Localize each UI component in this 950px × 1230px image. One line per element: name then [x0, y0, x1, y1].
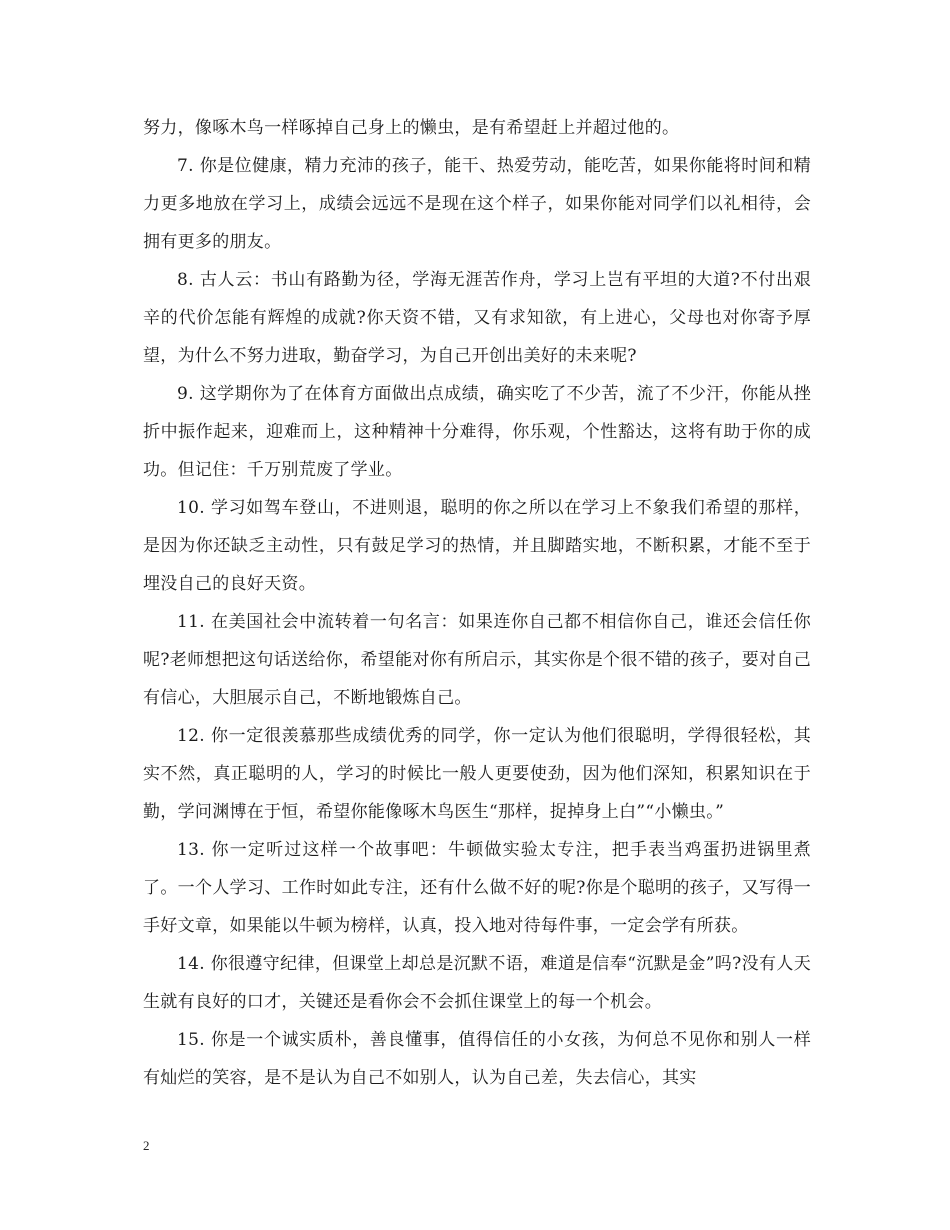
paragraph-item-11: 11. 在美国社会中流转着一句名言：如果连你自己都不相信你自己，谁还会信任你呢?老师想把这句话送给你，希望能对你有所启示，其实你是个很不错的孩子，要对自己有信心，大胆展示自己，不断地锻炼自己。 — [143, 612, 811, 708]
document-body — [143, 109, 811, 1097]
paragraph-item-9: 9. 这学期你为了在体育方面做出点成绩，确实吃了不少苦，流了不少汗，你能从挫折中振作起来，迎难而上，这种精神十分难得，你乐观，个性豁达，这将有助于你的成功。但记住：千万别荒废了学业。 — [143, 384, 811, 480]
paragraph-continuation: 努力，像啄木鸟一样啄掉自己身上的懒虫，是有希望赶上并超过他的。 — [143, 118, 680, 138]
paragraph-item-10: 10. 学习如驾车登山，不进则退，聪明的你之所以在学习上不象我们希望的那样，是因为你还缺乏主动性，只有鼓足学习的热情，并且脚踏实地，不断积累，才能不至于埋没自己的良好天资。 — [143, 498, 811, 594]
paragraph-item-8: 8. 古人云：书山有路勤为径，学海无涯苦作舟，学习上岂有平坦的大道?不付出艰辛的代价怎能有辉煌的成就?你天资不错，又有求知欲，有上进心，父母也对你寄予厚望，为什么不努力进取，勤奋学习，为自己开创出美好的未来呢? — [143, 270, 811, 366]
paragraph-item-14: 14. 你很遵守纪律，但课堂上却总是沉默不语，难道是信奉“沉默是金”吗?没有人天生就有良好的口才，关键还是看你会不会抓住课堂上的每一个机会。 — [143, 954, 811, 1012]
paragraph-item-13: 13. 你一定听过这样一个故事吧：牛顿做实验太专注，把手表当鸡蛋扔进锅里煮了。一个人学习、工作时如此专注，还有什么做不好的呢?你是个聪明的孩子，又写得一手好文章，如果能以牛顿为榜样，认真，投入地对待每件事，一定会学有所获。 — [143, 840, 811, 936]
paragraph-item-15: 15. 你是一个诚实质朴，善良懂事，值得信任的小女孩，为何总不见你和别人一样有灿烂的笑容，是不是认为自己不如别人，认为自己差，失去信心，其实 — [143, 1030, 811, 1088]
paragraph-item-7: 7. 你是位健康，精力充沛的孩子，能干、热爱劳动，能吃苦，如果你能将时间和精力更多地放在学习上，成绩会远远不是现在这个样子，如果你能对同学们以礼相待，会拥有更多的朋友。 — [143, 156, 811, 252]
paragraph-item-12: 12. 你一定很羡慕那些成绩优秀的同学，你一定认为他们很聪明，学得很轻松，其实不然，真正聪明的人，学习的时候比一般人更要使劲，因为他们深知，积累知识在于勤，学问渊博在于恒，希望你能像啄木鸟医生“那样，捉掉身上白”“小懒虫。” — [143, 726, 811, 822]
page-number: 2 — [143, 1138, 150, 1153]
